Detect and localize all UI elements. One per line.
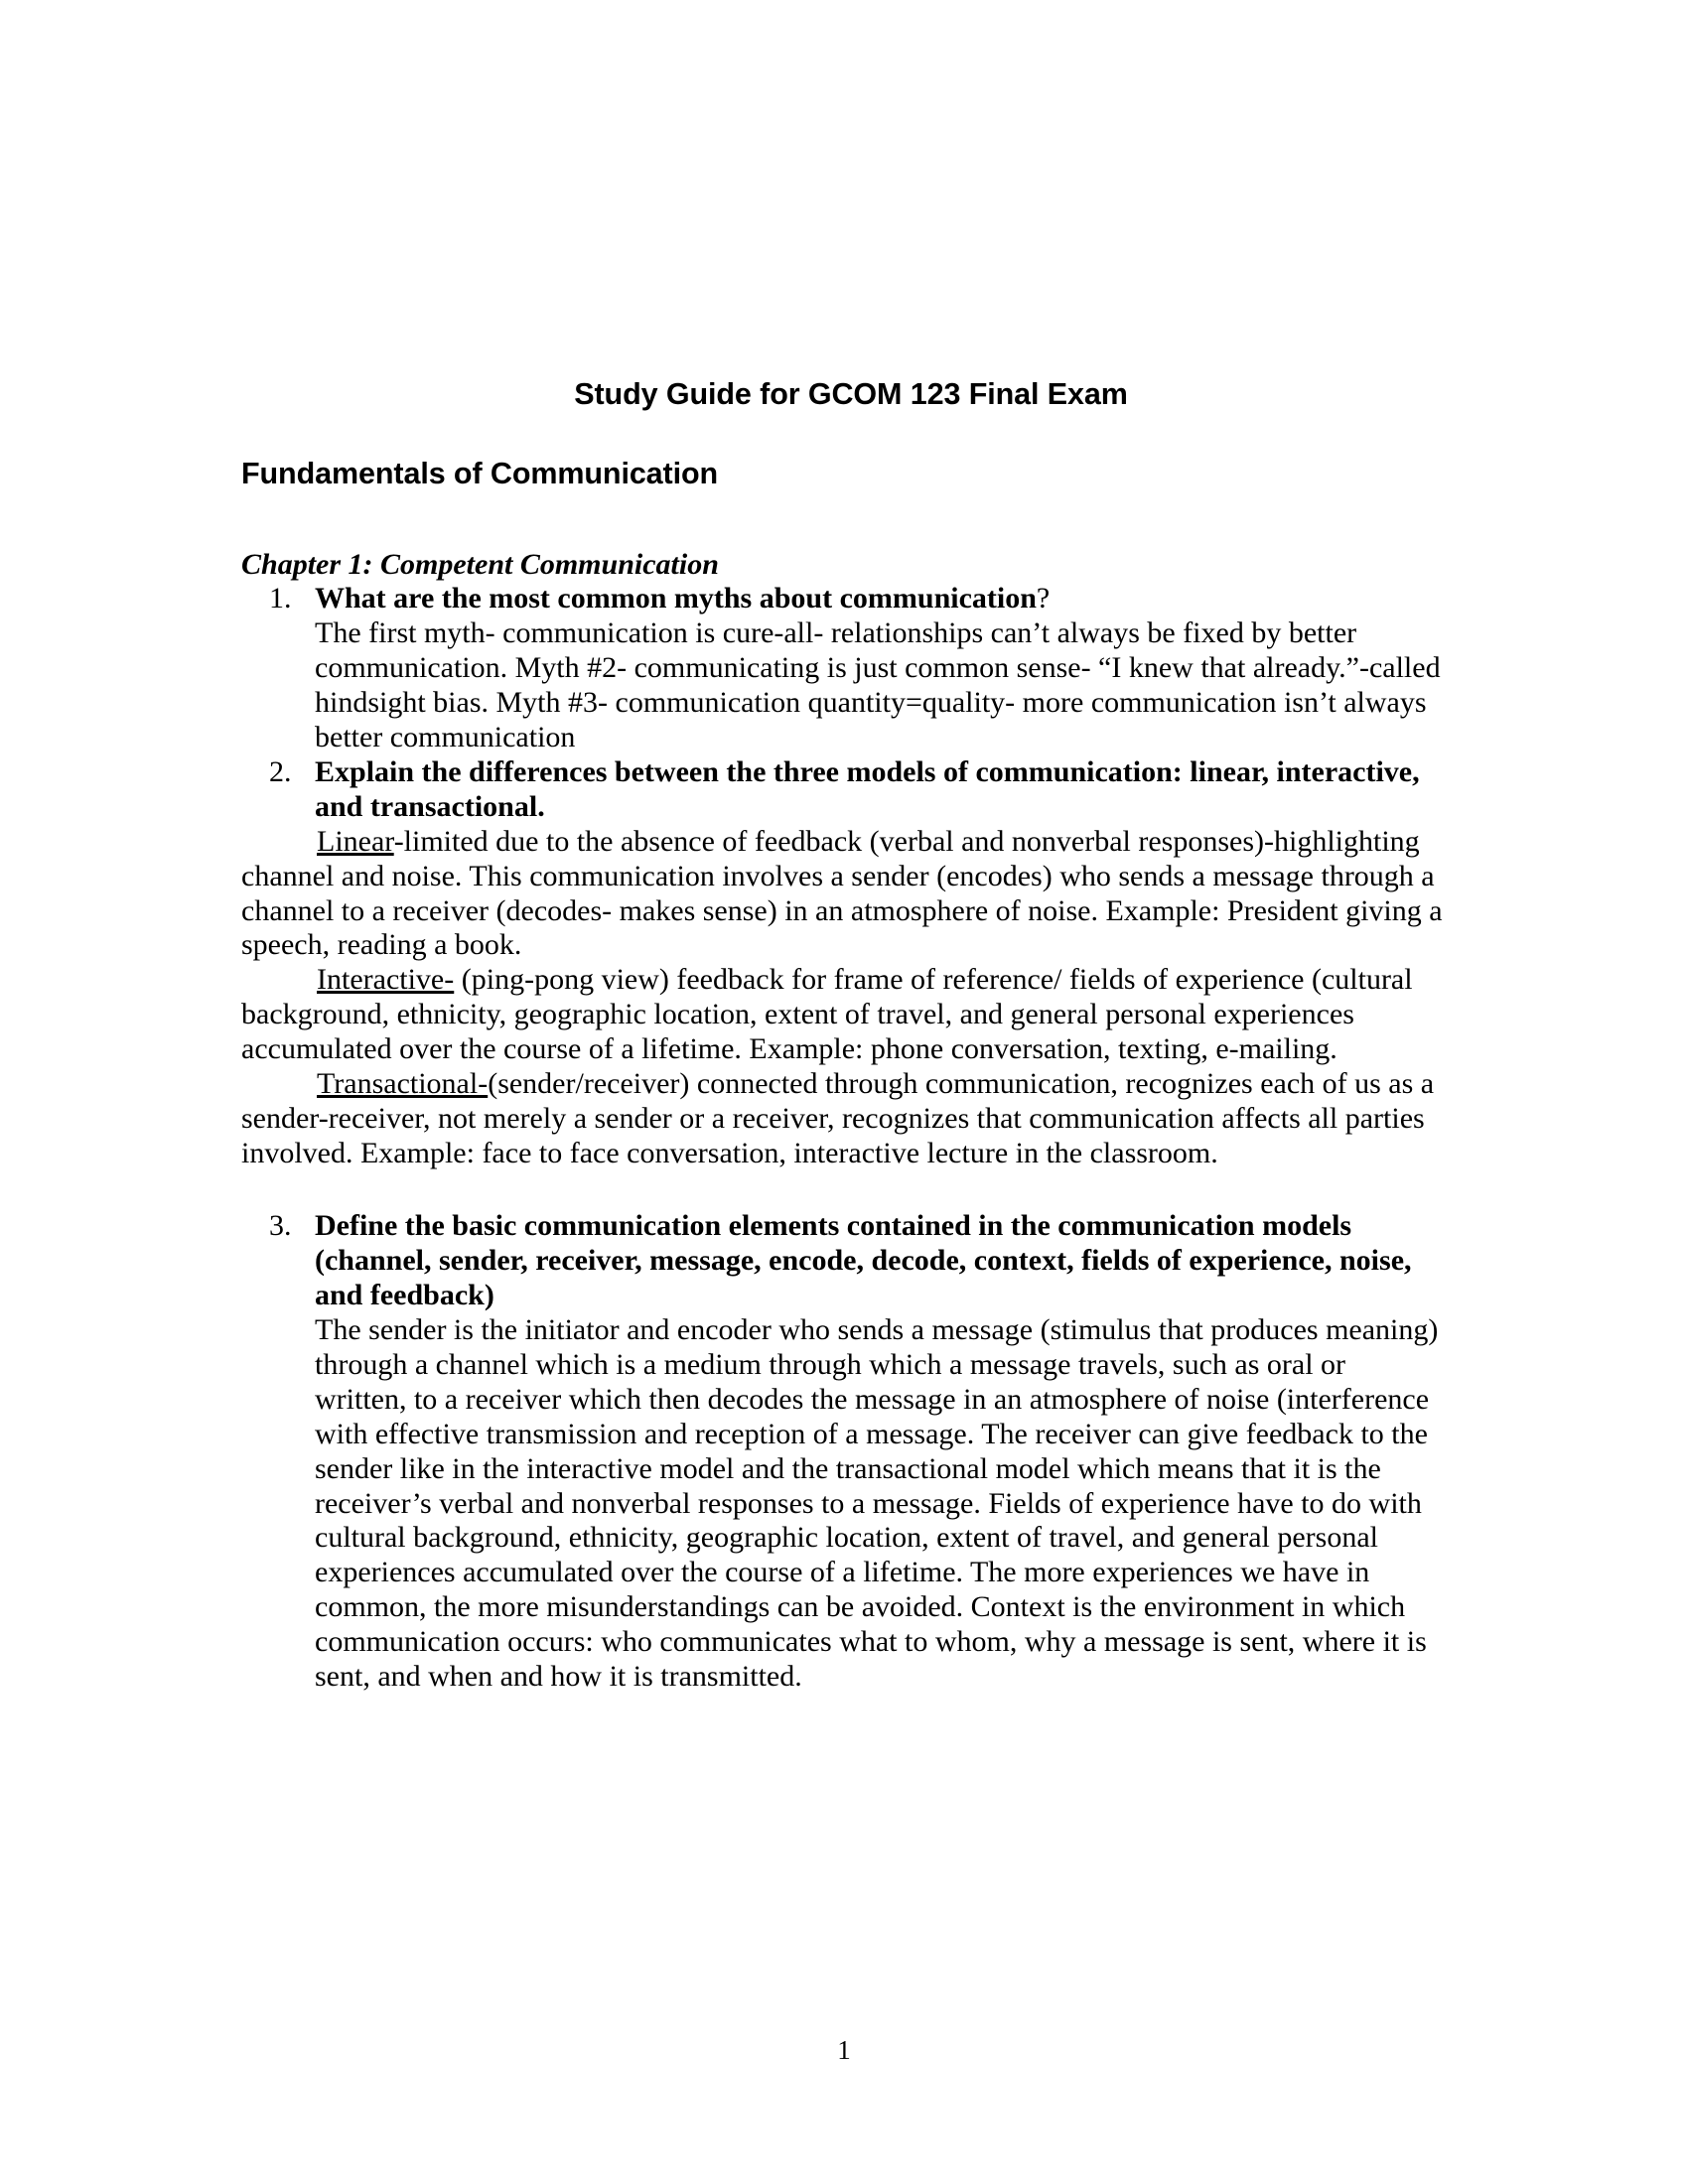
model-transactional-paragraph	[241, 1067, 1443, 1171]
questions-list	[241, 582, 1443, 825]
model-interactive-term: Interactive-	[317, 963, 455, 997]
page-title: Study Guide for GCOM 123 Final Exam	[574, 377, 1128, 411]
list-marker-1: 1.	[269, 582, 292, 615]
model-interactive-paragraph	[241, 963, 1443, 1067]
section-spacer	[241, 1171, 1443, 1209]
question-3-heading-bold: Define the basic communication elements contained in the communication models (channel, sender, receiver, message, encode, decode, context, fields of experience, noise, and feedback)	[315, 1209, 1412, 1311]
question-1-heading-bold: What are the most common myths about communication	[315, 582, 1037, 615]
model-linear-term: Linear	[317, 824, 394, 858]
chapter-heading: Chapter 1: Competent Communication	[241, 547, 719, 581]
page-number: 1	[837, 2035, 851, 2065]
question-3-heading	[315, 1209, 1443, 1313]
model-linear-paragraph	[241, 825, 1443, 964]
document-content	[241, 377, 1443, 1695]
model-interactive-text: (ping-pong view) feedback for frame of reference/ fields of experience (cultural background, ethnicity, geographic location, extent of travel, and general personal experiences accumulated over the course of a lifetime. Example: phone conversation, texting, e-mailing.	[241, 963, 1413, 1066]
list-marker-2: 2.	[269, 754, 292, 788]
list-item-question-1	[241, 582, 1443, 755]
question-2-heading	[315, 755, 1443, 825]
question-1-heading	[315, 582, 1443, 616]
question-3-answer: The sender is the initiator and encoder who sends a message (stimulus that produces meaning) through a channel which is a medium through which a message travels, such as oral or written, to a receiver which then decodes the message in an atmosphere of noise (interference with effective transmission and reception of a message. The receiver can give feedback to the sender like in the interactive model and the transactional model which means that it is the receiver’s verbal and nonverbal responses to a message. Fields of experience have to do with cultural background, ethnicity, geographic location, extent of travel, and general personal experiences accumulated over the course of a lifetime. The more experiences we have in common, the more misunderstandings can be avoided. Context is the environment in which communication occurs: who communicates what to whom, why a message is sent, where it is sent, and when and how it is transmitted.	[315, 1312, 1439, 1694]
question-2-heading-bold: Explain the differences between the three models of communication: linear, interactive, and transactional.	[315, 754, 1420, 823]
question-1-answer: The first myth- communication is cure-all- relationships can’t always be fixed by better communication. Myth #2- communicating is just common sense- “I knew that already.”-called hindsight bias. Myth #3- communication quantity=quality- more communication isn’t always better communication	[315, 616, 1441, 753]
model-transactional-text: (sender/receiver) connected through communication, recognizes each of us as a sender-receiver, not merely a sender or a receiver, recognizes that communication affects all parties involved. Example: face to face conversation, interactive lecture in the classroom.	[241, 1067, 1435, 1170]
model-transactional-term: Transactional-	[317, 1067, 489, 1101]
list-marker-3: 3.	[269, 1209, 292, 1242]
document-subtitle: Fundamentals of Communication	[241, 456, 719, 490]
list-item-question-3	[241, 1209, 1443, 1695]
question-1-heading-tail: ?	[1036, 582, 1051, 615]
model-linear-text: -limited due to the absence of feedback (verbal and nonverbal responses)-highlighting channel and noise. This communication involves a sender (encodes) who sends a message through a channel to a receiver (decodes- makes sense) in an atmosphere of noise. Example: President giving a speech, reading a book.	[241, 824, 1443, 962]
list-item-question-2	[241, 755, 1443, 825]
questions-list-continued	[241, 1209, 1443, 1695]
